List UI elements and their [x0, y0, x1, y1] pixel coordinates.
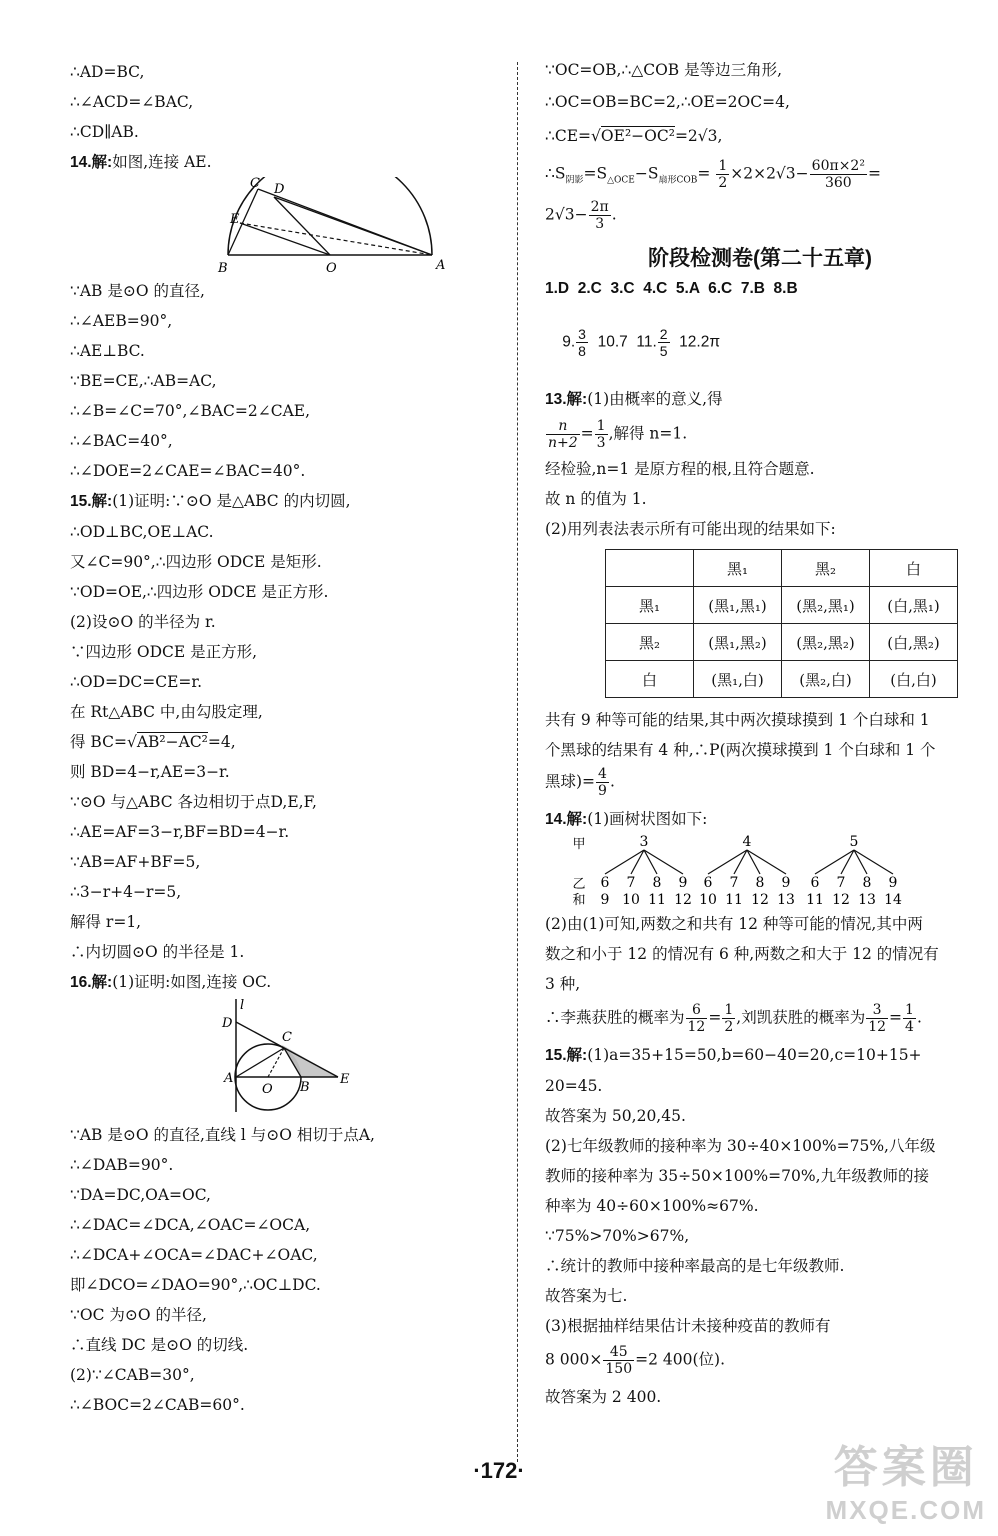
question-text: (1)证明:∵⊙O 是△ABC 的内切圆,	[112, 492, 351, 510]
text: =	[697, 164, 711, 183]
question-number: 14.解:	[70, 154, 113, 171]
table-cell: 白	[606, 661, 694, 698]
tree-sum-node: 13	[777, 892, 795, 906]
text: ×2×2√3−	[730, 164, 809, 183]
text-line: ∵⊙O 与△ABC 各边相切于点D,E,F,	[70, 793, 317, 811]
fraction	[546, 418, 580, 451]
fraction	[686, 1002, 708, 1035]
figure-14-semicircle	[210, 177, 510, 277]
tree-diagram	[565, 834, 965, 906]
q15-header	[545, 1045, 975, 1066]
subscript: 扇形COB	[658, 175, 698, 186]
label-l: l	[240, 998, 245, 1013]
table-cell: (黑₂,黑₁)	[782, 587, 870, 624]
text: =	[889, 1008, 903, 1027]
denominator: 3	[595, 216, 605, 232]
fraction	[903, 1002, 916, 1035]
area-result	[545, 199, 975, 232]
text: ∴S	[545, 164, 566, 183]
text-line: 故 n 的值为 1.	[545, 490, 647, 508]
text: .	[609, 772, 615, 791]
numerator: 45	[603, 1344, 634, 1361]
sqrt-sign: √	[126, 733, 137, 751]
table-cell: (黑₁,黑₂)	[694, 624, 782, 661]
question-number: 14.解:	[545, 811, 588, 828]
tree-sum-node: 12	[832, 892, 850, 906]
q16-header	[70, 972, 490, 993]
fill-blank-answers	[545, 306, 975, 379]
table-cell	[606, 550, 694, 587]
table-row	[606, 661, 958, 698]
text-line: ∴AE=AF=3−r,BF=BD=4−r.	[70, 823, 290, 841]
text-line: 则 BD=4−r,AE=3−r.	[70, 763, 230, 781]
text: 8 000×	[545, 1350, 603, 1369]
text-line: (3)根据抽样结果估计未接种疫苗的教师有	[545, 1317, 831, 1335]
text-line: ∴AE⊥BC.	[70, 342, 145, 360]
text-line: ∴∠AEB=90°,	[70, 312, 173, 330]
denominator: 3	[596, 435, 606, 451]
fraction	[722, 1002, 735, 1035]
table-cell: 白	[870, 550, 958, 587]
text: ,解得 n=1.	[608, 424, 688, 443]
text-line: 20=45.	[545, 1077, 603, 1095]
text-line: ∵AB=AF+BF=5,	[70, 853, 201, 871]
label-D: D	[274, 182, 285, 197]
table-row	[606, 624, 958, 661]
tree-sum-node: 11	[725, 892, 743, 906]
label-E: E	[230, 212, 240, 227]
text-line: ∴∠DAC=∠DCA,∠OAC=∠OCA,	[70, 1216, 311, 1234]
text-line: ∴∠DCA+∠OCA=∠DAC+∠OAC,	[70, 1246, 318, 1264]
denominator: 8	[578, 343, 586, 359]
figure-16-tangent	[220, 997, 520, 1117]
text-line: ∴∠DAB=90°.	[70, 1156, 174, 1174]
text-line: 故答案为 2 400.	[545, 1388, 662, 1406]
numerator: n	[546, 418, 580, 435]
question-number: 16.解:	[70, 974, 113, 991]
subscript: 阴影	[565, 175, 584, 186]
numerator: 2π	[590, 199, 609, 215]
tree-child-node: 8	[652, 875, 662, 891]
tree-sum-node: 12	[751, 892, 769, 906]
denominator: 2	[718, 175, 728, 191]
text: 得 BC=	[70, 733, 127, 751]
numerator: 1	[596, 418, 606, 434]
tree-child-node: 6	[600, 875, 610, 891]
text: =2√3,	[674, 127, 723, 145]
q14-header	[70, 152, 490, 173]
table-cell: (白,黑₁)	[870, 587, 958, 624]
watermark-logo	[826, 1431, 986, 1526]
q14-solution	[70, 281, 490, 481]
label-B: B	[218, 261, 228, 276]
text: .	[916, 1008, 922, 1027]
probability-line	[545, 1002, 975, 1035]
tree-row-label: 和	[572, 893, 586, 906]
fraction	[595, 418, 608, 451]
question-text: (1)画树状图如下:	[587, 810, 708, 828]
text-line: ∵75%>70%>67%,	[545, 1227, 690, 1245]
text-line: ∴OC=OB=BC=2,∴OE=2OC=4,	[545, 93, 790, 111]
text: −S	[634, 164, 659, 183]
tree-child-node: 6	[703, 875, 713, 891]
text-line: 种率为 40÷60×100%≈67%.	[545, 1197, 759, 1215]
denominator: 4	[905, 1019, 914, 1035]
text: =2 400(位).	[635, 1350, 725, 1369]
table-cell: 黑₁	[694, 550, 782, 587]
table-row	[606, 587, 958, 624]
denominator: 360	[824, 175, 852, 191]
tree-child-node: 9	[781, 875, 791, 891]
question-number: 15.解:	[545, 1047, 588, 1064]
table-cell: 黑₁	[606, 587, 694, 624]
numerator: 3	[866, 1002, 888, 1019]
text-line: ∵OC 为⊙O 的半径,	[70, 1306, 207, 1324]
text-line: 教师的接种率为 35÷50×100%=70%,九年级教师的接	[545, 1167, 930, 1185]
page-number: ·172·	[473, 1458, 525, 1483]
text-line: ∵AB 是⊙O 的直径,	[70, 282, 205, 300]
tree-root-node: 4	[742, 834, 752, 850]
question-text: 如图,连接 AE.	[112, 153, 212, 171]
question-number: 13.解:	[545, 391, 588, 408]
numerator: 1	[724, 1002, 734, 1018]
outcome-table	[605, 549, 958, 698]
text-line: 解得 r=1,	[70, 913, 142, 931]
text-line: 即∠DCO=∠DAO=90°,∴OC⊥DC.	[70, 1276, 321, 1294]
numerator: 2	[659, 326, 668, 342]
tree-sum-node: 11	[806, 892, 824, 906]
sqrt-radicand: AB²−AC²	[136, 733, 208, 751]
tree-sum-node: 10	[699, 892, 717, 906]
fraction	[596, 766, 609, 799]
watermark-url: MXQE.COM	[825, 1495, 986, 1525]
tree-row-label: 乙	[572, 877, 586, 892]
table-cell: (黑₂,白)	[782, 661, 870, 698]
text-line: 3 种,	[545, 975, 581, 993]
fraction	[603, 1344, 634, 1377]
text: .	[611, 205, 617, 224]
tree-row-label: 甲	[572, 837, 586, 852]
text-line: ∴直线 DC 是⊙O 的切线.	[70, 1336, 249, 1354]
text-line: (2)由(1)可知,两数之和共有 12 种等可能的情况,其中两	[545, 915, 923, 933]
text: ∴CE=	[545, 127, 592, 145]
label-C: C	[282, 1030, 292, 1045]
text: ,刘凯获胜的概率为	[736, 1008, 866, 1027]
tree-child-node: 7	[729, 875, 739, 891]
numerator: 6	[686, 1002, 708, 1019]
text-line: ∴∠ACD=∠BAC,	[70, 93, 194, 111]
tree-sum-node: 10	[622, 892, 640, 906]
text-line: ∴∠BAC=40°,	[70, 432, 173, 450]
text-line: (2)用列表法表示所有可能出现的结果如下:	[545, 520, 836, 538]
label-O: O	[262, 1082, 273, 1097]
text: =S	[583, 164, 608, 183]
fraction	[576, 326, 588, 359]
text-line: ∴AD=BC,	[70, 63, 145, 81]
text-line: ∴CD∥AB.	[70, 123, 139, 141]
text-line: 故答案为七.	[545, 1287, 628, 1305]
text-line: ∴OD⊥BC,OE⊥AC.	[70, 523, 214, 541]
multiple-choice-answers: 1.D 2.C 3.C 4.C 5.A 6.C 7.B 8.B	[545, 280, 798, 297]
question-text: (1)由概率的意义,得	[587, 390, 723, 408]
text-line: ∴统计的教师中接种率最高的是七年级教师.	[545, 1257, 845, 1275]
text-line: (2)七年级教师的接种率为 30÷40×100%=75%,八年级	[545, 1137, 936, 1155]
sqrt-radicand: OE²−OC²	[600, 127, 675, 145]
tree-root-node: 5	[849, 834, 859, 850]
sqrt-line	[545, 126, 975, 146]
table-cell: (黑₂,黑₂)	[782, 624, 870, 661]
numerator: 4	[598, 766, 607, 782]
column-divider	[517, 62, 518, 1462]
tree-child-node: 9	[678, 875, 688, 891]
section-title: 阶段检测卷(第二十五章)	[648, 247, 872, 270]
denominator: n+2	[548, 435, 578, 451]
text-line: ∴∠B=∠C=70°,∠BAC=2∠CAE,	[70, 402, 311, 420]
fraction	[658, 326, 670, 359]
numerator: 1	[905, 1002, 914, 1018]
text: =	[580, 424, 594, 443]
label-A: A	[436, 258, 446, 273]
table-cell: (黑₁,黑₁)	[694, 587, 782, 624]
text: ∴李燕获胜的概率为	[545, 1008, 685, 1027]
label-B: B	[300, 1080, 310, 1095]
tree-sum-node: 11	[648, 892, 666, 906]
label-A: A	[224, 1071, 234, 1086]
text-line: 又∠C=90°,∴四边形 ODCE 是矩形.	[70, 553, 322, 571]
tree-child-node: 8	[862, 875, 872, 891]
text-line: ∵四边形 ODCE 是正方形,	[70, 643, 258, 661]
probability-line	[545, 766, 975, 799]
label-C: C	[250, 177, 260, 191]
text-line: ∴∠BOC=2∠CAB=60°.	[70, 1396, 245, 1414]
label-D: D	[222, 1016, 233, 1031]
label-E: E	[340, 1072, 350, 1087]
text-line: ∴内切圆⊙O 的半径是 1.	[70, 943, 245, 961]
table-cell: (黑₁,白)	[694, 661, 782, 698]
fraction	[866, 1002, 888, 1035]
text-line: 故答案为 50,20,45.	[545, 1107, 686, 1125]
text-line: 共有 9 种等可能的结果,其中两次摸球摸到 1 个白球和 1	[545, 711, 930, 729]
text-line: 在 Rt△ABC 中,由勾股定理,	[70, 703, 263, 721]
table-cell: (白,黑₂)	[870, 624, 958, 661]
text: 2√3−	[545, 205, 588, 224]
question-text: (1)a=35+15=50,b=60−40=20,c=10+15+	[587, 1046, 922, 1064]
denominator: 9	[598, 783, 607, 799]
tree-sum-node: 9	[600, 892, 610, 906]
text-line: ∵DA=DC,OA=OC,	[70, 1186, 211, 1204]
fraction	[589, 199, 611, 232]
q14-header	[545, 809, 975, 830]
tree-child-node: 7	[626, 875, 636, 891]
text-line: ∴∠DOE=2∠CAE=∠BAC=40°.	[70, 462, 306, 480]
denominator: 12	[868, 1019, 887, 1035]
subscript: △OCE	[607, 175, 635, 186]
q16-solution	[70, 1125, 490, 1415]
text-line: (2)设⊙O 的半径为 r.	[70, 613, 216, 631]
left-column	[70, 56, 490, 1415]
sqrt-line	[70, 732, 490, 752]
text-line: ∴OD=DC=CE=r.	[70, 673, 203, 691]
text: 12.2π	[670, 333, 721, 351]
numerator: 60π×2²	[811, 158, 865, 174]
table-cell: 黑₂	[782, 550, 870, 587]
text: 黑球)=	[545, 772, 596, 791]
tree-child-node: 6	[810, 875, 820, 891]
numerator: 3	[578, 326, 586, 342]
table-cell: 黑₂	[606, 624, 694, 661]
table-row	[606, 550, 958, 587]
table-cell: (白,白)	[870, 661, 958, 698]
tree-sum-node: 13	[858, 892, 876, 906]
text: 10.7 11.	[588, 333, 657, 351]
denominator: 12	[687, 1019, 706, 1035]
tree-sum-node: 12	[674, 892, 692, 906]
text-line: ∵BE=CE,∴AB=AC,	[70, 372, 217, 390]
area-formula	[545, 158, 975, 191]
label-O: O	[326, 261, 337, 276]
text-line: 数之和小于 12 的情况有 6 种,两数之和大于 12 的情况有	[545, 945, 939, 963]
text-line: ∵OD=OE,∴四边形 ODCE 是正方形.	[70, 583, 329, 601]
right-column	[545, 56, 975, 1407]
q13-equation	[545, 418, 975, 451]
denominator: 5	[659, 343, 668, 359]
text-line: ∵OC=OB,∴△COB 是等边三角形,	[545, 61, 783, 79]
q13-header	[545, 389, 975, 410]
text: =	[708, 1008, 722, 1027]
text: =4,	[207, 733, 236, 751]
q15-header	[70, 491, 490, 512]
text: =	[867, 164, 881, 183]
text-line: (2)∵∠CAB=30°,	[70, 1366, 195, 1384]
text-line: 经检验,n=1 是原方程的根,且符合题意.	[545, 460, 815, 478]
fraction	[810, 158, 867, 191]
question-text: (1)证明:如图,连接 OC.	[112, 973, 272, 991]
estimate-calc	[545, 1344, 975, 1377]
text-line: ∴3−r+4−r=5,	[70, 883, 182, 901]
text-line: ∵AB 是⊙O 的直径,直线 l 与⊙O 相切于点A,	[70, 1126, 375, 1144]
tree-child-node: 9	[888, 875, 898, 891]
fraction	[716, 158, 729, 191]
question-number: 15.解:	[70, 493, 113, 510]
denominator: 2	[724, 1019, 734, 1035]
tree-root-node: 3	[639, 834, 649, 850]
tree-child-node: 8	[755, 875, 765, 891]
sqrt-sign: √	[591, 127, 601, 145]
text: 9.	[562, 333, 576, 351]
numerator: 1	[718, 158, 728, 174]
watermark-text: 答案圈	[833, 1443, 978, 1492]
tree-child-node: 7	[836, 875, 846, 891]
tree-sum-node: 14	[884, 892, 902, 906]
denominator: 150	[605, 1361, 633, 1377]
text-line: 个黑球的结果有 4 种,∴P(两次摸球摸到 1 个白球和 1 个	[545, 741, 936, 759]
